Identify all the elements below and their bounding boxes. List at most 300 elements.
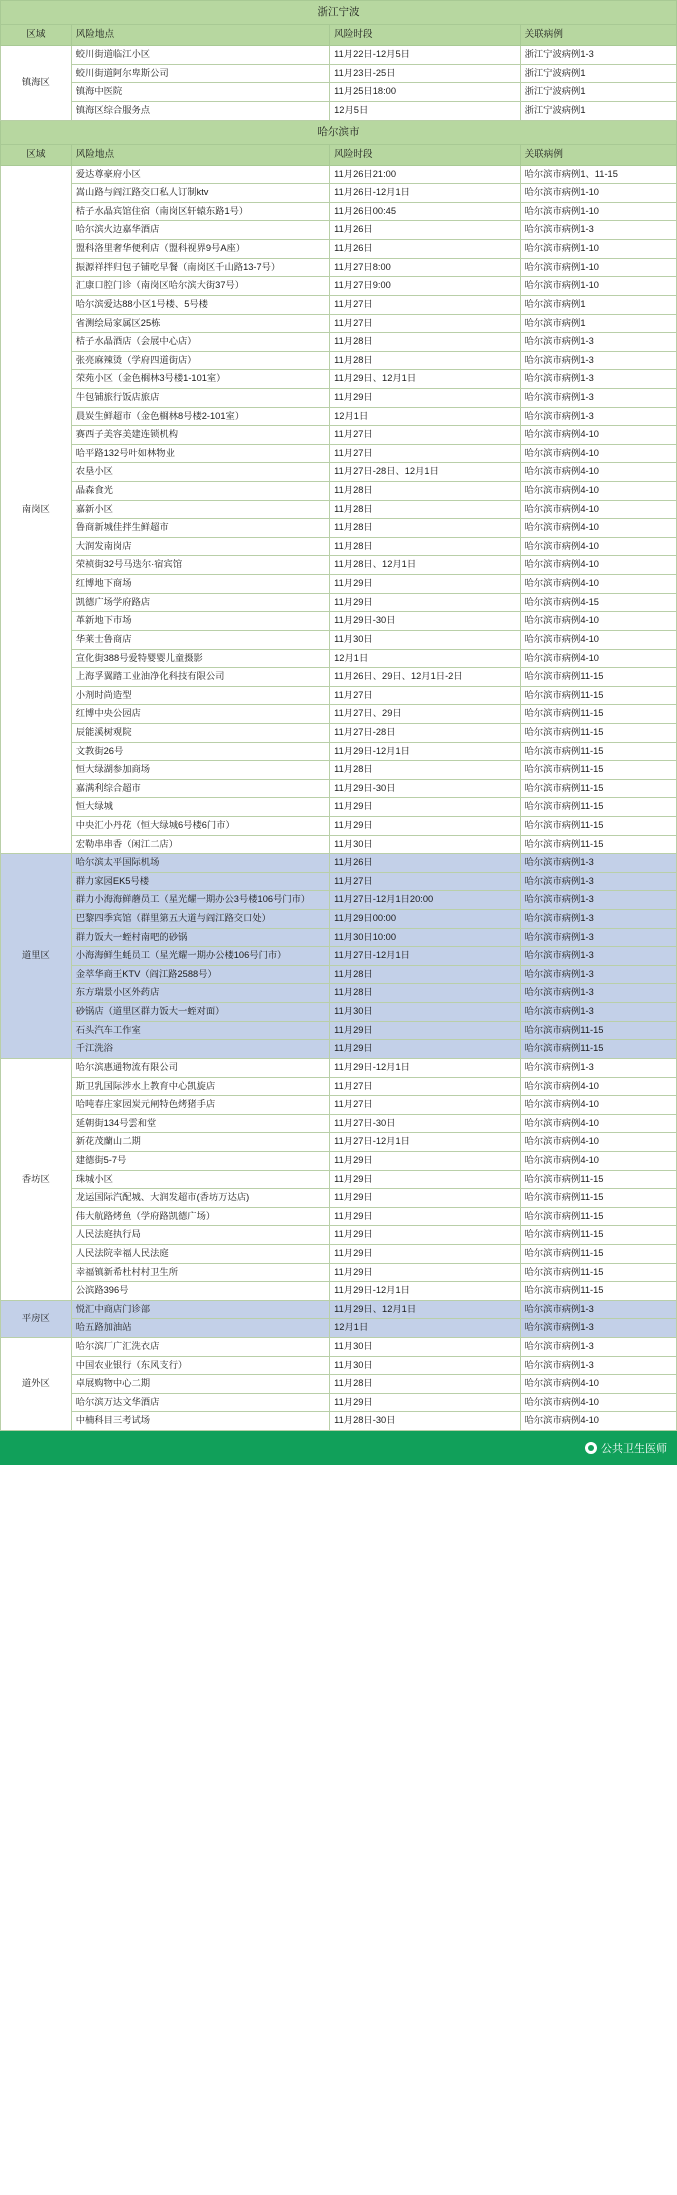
place-cell: 振源祥拌归包子铺吃早餐（南岗区千山路13-7号） (71, 258, 329, 277)
case-cell: 哈尔滨市病例1-3 (520, 1319, 676, 1338)
table-row (1, 835, 677, 854)
case-cell: 哈尔滨市病例4-10 (520, 1077, 676, 1096)
table-row (1, 1133, 677, 1152)
case-cell: 哈尔滨市病例11-15 (520, 668, 676, 687)
time-cell: 11月28日 (330, 984, 520, 1003)
table-row (1, 668, 677, 687)
place-cell: 巴黎四季宾馆（群里第五大道与阎江路交口处） (71, 910, 329, 929)
case-cell: 哈尔滨市病例4-10 (520, 612, 676, 631)
place-cell: 红博地下商场 (71, 575, 329, 594)
case-cell: 哈尔滨市病例4-10 (520, 1393, 676, 1412)
case-cell: 哈尔滨市病例4-10 (520, 444, 676, 463)
table-row (1, 1319, 677, 1338)
time-cell: 11月28日 (330, 537, 520, 556)
time-cell: 11月29日 (330, 1226, 520, 1245)
table-row (1, 46, 677, 65)
case-cell: 哈尔滨市病例4-10 (520, 1412, 676, 1431)
case-cell: 哈尔滨市病例11-15 (520, 742, 676, 761)
time-cell: 11月26日21:00 (330, 165, 520, 184)
time-cell: 11月27日 (330, 1096, 520, 1115)
time-cell: 11月28日 (330, 519, 520, 538)
place-cell: 伟大航路烤鱼（学府路凯德广场） (71, 1207, 329, 1226)
time-cell: 11月30日 (330, 630, 520, 649)
place-cell: 龙运国际汽配城、大润发超市(香坊万达店) (71, 1189, 329, 1208)
time-cell: 11月27日-12月1日 (330, 1133, 520, 1152)
table-row (1, 388, 677, 407)
table-row (1, 1151, 677, 1170)
table-row (1, 295, 677, 314)
time-cell: 11月28日 (330, 1375, 520, 1394)
case-cell: 哈尔滨市病例4-10 (520, 1151, 676, 1170)
table-row (1, 1245, 677, 1264)
time-cell: 11月30日 (330, 1356, 520, 1375)
table-row (1, 1375, 677, 1394)
time-cell: 11月26日 (330, 240, 520, 259)
place-cell: 人民法院幸福人民法庭 (71, 1245, 329, 1264)
time-cell: 11月27日 (330, 295, 520, 314)
table-row (1, 537, 677, 556)
table-row (1, 816, 677, 835)
time-cell: 11月30日 (330, 1338, 520, 1357)
table-row (1, 1096, 677, 1115)
column-header: 风险地点 (71, 144, 329, 165)
place-cell: 宣化街388号爱特婴婴儿童摄影 (71, 649, 329, 668)
table-row (1, 370, 677, 389)
case-cell: 哈尔滨市病例11-15 (520, 1170, 676, 1189)
case-cell: 哈尔滨市病例1-10 (520, 258, 676, 277)
place-cell: 华莱士鲁商店 (71, 630, 329, 649)
table-row (1, 910, 677, 929)
case-cell: 哈尔滨市病例1-3 (520, 965, 676, 984)
table-row (1, 1356, 677, 1375)
table-row (1, 1412, 677, 1431)
table-row (1, 1114, 677, 1133)
place-cell: 嘉新小区 (71, 500, 329, 519)
place-cell: 砂锅店（道里区群力饭大一蛭对面） (71, 1003, 329, 1022)
place-cell: 农垦小区 (71, 463, 329, 482)
place-cell: 哈尔滨火边嘉华酒店 (71, 221, 329, 240)
case-cell: 哈尔滨市病例1-3 (520, 221, 676, 240)
time-cell: 11月26日00:45 (330, 202, 520, 221)
case-cell: 哈尔滨市病例11-15 (520, 779, 676, 798)
place-cell: 大润发南岗店 (71, 537, 329, 556)
wechat-icon (585, 1442, 597, 1454)
place-cell: 蛟川街道阿尔卑斯公司 (71, 64, 329, 83)
table-row (1, 482, 677, 501)
table-row (1, 463, 677, 482)
time-cell: 11月26日 (330, 221, 520, 240)
table-row (1, 705, 677, 724)
case-cell: 哈尔滨市病例11-15 (520, 1040, 676, 1059)
case-cell: 哈尔滨市病例4-10 (520, 1133, 676, 1152)
table-row (1, 165, 677, 184)
case-cell: 哈尔滨市病例1-3 (520, 351, 676, 370)
place-cell: 盟科洛里奢华便利店（盟科视界9号A座） (71, 240, 329, 259)
table-row (1, 83, 677, 102)
place-cell: 珠城小区 (71, 1170, 329, 1189)
table-row (1, 333, 677, 352)
place-cell: 蛟川街道临江小区 (71, 46, 329, 65)
time-cell: 11月28日 (330, 965, 520, 984)
table-row (1, 1170, 677, 1189)
table-row (1, 1058, 677, 1077)
table-row (1, 854, 677, 873)
case-cell: 哈尔滨市病例11-15 (520, 723, 676, 742)
time-cell: 11月29日00:00 (330, 910, 520, 929)
place-cell: 哈尔滨厂广汇洗衣店 (71, 1338, 329, 1357)
table-row (1, 947, 677, 966)
table-row (1, 519, 677, 538)
table-row (1, 1338, 677, 1357)
case-cell: 哈尔滨市病例4-10 (520, 649, 676, 668)
table-row (1, 1226, 677, 1245)
time-cell: 11月29日 (330, 1189, 520, 1208)
case-cell: 哈尔滨市病例1-10 (520, 184, 676, 203)
place-cell: 荣苑小区（金色榈林3号楼1-101室） (71, 370, 329, 389)
table-row (1, 723, 677, 742)
region-cell: 镇海区 (1, 46, 72, 120)
time-cell: 11月26日 (330, 854, 520, 873)
case-cell: 哈尔滨市病例1-3 (520, 891, 676, 910)
case-cell: 哈尔滨市病例1-3 (520, 910, 676, 929)
case-cell: 哈尔滨市病例1-3 (520, 872, 676, 891)
time-cell: 12月5日 (330, 101, 520, 120)
place-cell: 哈尔滨惠通物流有限公司 (71, 1058, 329, 1077)
time-cell: 11月29日 (330, 1207, 520, 1226)
table-row (1, 649, 677, 668)
place-cell: 中楠科目三考试场 (71, 1412, 329, 1431)
place-cell: 上海孚翼踏工业油净化科技有限公司 (71, 668, 329, 687)
region-cell: 南岗区 (1, 165, 72, 854)
footer-bar (0, 1431, 677, 1465)
place-cell: 爱达尊豪府小区 (71, 165, 329, 184)
time-cell: 11月27日-12月1日20:00 (330, 891, 520, 910)
table-row (1, 407, 677, 426)
case-cell: 哈尔滨市病例11-15 (520, 816, 676, 835)
table-row (1, 1207, 677, 1226)
place-cell: 斯卫乳国际涉水上教育中心凯旋店 (71, 1077, 329, 1096)
place-cell: 文教街26号 (71, 742, 329, 761)
case-cell: 哈尔滨市病例4-10 (520, 575, 676, 594)
column-header: 区域 (1, 144, 72, 165)
table-row (1, 500, 677, 519)
case-cell: 哈尔滨市病例4-10 (520, 537, 676, 556)
time-cell: 11月28日-30日 (330, 1412, 520, 1431)
table-row (1, 1040, 677, 1059)
place-cell: 幸福镇新希杜村村卫生所 (71, 1263, 329, 1282)
time-cell: 11月27日、29日 (330, 705, 520, 724)
time-cell: 11月29日-12月1日 (330, 1282, 520, 1301)
case-cell: 哈尔滨市病例1-3 (520, 854, 676, 873)
place-cell: 镇海区综合服务点 (71, 101, 329, 120)
column-header: 关联病例 (520, 144, 676, 165)
time-cell: 11月29日 (330, 1263, 520, 1282)
column-header-row (1, 25, 677, 46)
place-cell: 嵩山路与阎江路交口私人订制ktv (71, 184, 329, 203)
time-cell: 11月29日 (330, 1245, 520, 1264)
time-cell: 11月27日 (330, 314, 520, 333)
place-cell: 建德街5-7号 (71, 1151, 329, 1170)
time-cell: 11月27日-28日、12月1日 (330, 463, 520, 482)
place-cell: 汇康口腔门诊（南岗区哈尔滨大街37号） (71, 277, 329, 296)
table-row (1, 101, 677, 120)
case-cell: 哈尔滨市病例1-3 (520, 388, 676, 407)
case-cell: 哈尔滨市病例4-10 (520, 482, 676, 501)
time-cell: 12月1日 (330, 407, 520, 426)
case-cell: 哈尔滨市病例11-15 (520, 835, 676, 854)
case-cell: 哈尔滨市病例11-15 (520, 1189, 676, 1208)
time-cell: 11月22日-12月5日 (330, 46, 520, 65)
case-cell: 哈尔滨市病例4-10 (520, 1375, 676, 1394)
time-cell: 11月27日9:00 (330, 277, 520, 296)
table-row (1, 221, 677, 240)
region-cell: 道里区 (1, 854, 72, 1059)
case-cell: 哈尔滨市病例1-3 (520, 1338, 676, 1357)
place-cell: 卓展购物中心二期 (71, 1375, 329, 1394)
place-cell: 镇海中医院 (71, 83, 329, 102)
table-row (1, 1003, 677, 1022)
case-cell: 哈尔滨市病例1-3 (520, 1300, 676, 1319)
place-cell: 桔子水晶宾馆住宿（南岗区轩辕东路1号） (71, 202, 329, 221)
time-cell: 11月27日-30日 (330, 1114, 520, 1133)
time-cell: 11月29日-12月1日 (330, 742, 520, 761)
time-cell: 11月30日 (330, 1003, 520, 1022)
time-cell: 11月29日 (330, 1393, 520, 1412)
place-cell: 金萃华商王KTV（阎江路2588号） (71, 965, 329, 984)
case-cell: 哈尔滨市病例11-15 (520, 686, 676, 705)
case-cell: 哈尔滨市病例4-10 (520, 1114, 676, 1133)
case-cell: 哈尔滨市病例1-10 (520, 240, 676, 259)
table-row (1, 798, 677, 817)
case-cell: 哈尔滨市病例4-10 (520, 630, 676, 649)
place-cell: 东方瑞景小区外药店 (71, 984, 329, 1003)
time-cell: 11月27日8:00 (330, 258, 520, 277)
case-cell: 哈尔滨市病例4-15 (520, 593, 676, 612)
table-row (1, 1300, 677, 1319)
place-cell: 恒大绿城 (71, 798, 329, 817)
time-cell: 11月28日 (330, 351, 520, 370)
table-row (1, 64, 677, 83)
case-cell: 哈尔滨市病例1-3 (520, 947, 676, 966)
case-cell: 哈尔滨市病例1-3 (520, 984, 676, 1003)
table-row (1, 872, 677, 891)
table-row (1, 556, 677, 575)
table-row (1, 1263, 677, 1282)
time-cell: 11月27日-12月1日 (330, 947, 520, 966)
place-cell: 小剂时尚造型 (71, 686, 329, 705)
place-cell: 牛包铺旅行饭店旅店 (71, 388, 329, 407)
table-row (1, 184, 677, 203)
case-cell: 哈尔滨市病例11-15 (520, 1245, 676, 1264)
place-cell: 晨炭生鲜超市（金色榈林8号楼2-101室） (71, 407, 329, 426)
place-cell: 千江洗浴 (71, 1040, 329, 1059)
case-cell: 哈尔滨市病例11-15 (520, 1282, 676, 1301)
place-cell: 人民法庭执行局 (71, 1226, 329, 1245)
region-cell: 香坊区 (1, 1058, 72, 1300)
time-cell: 11月29日 (330, 1151, 520, 1170)
table-row (1, 891, 677, 910)
table-row (1, 426, 677, 445)
case-cell: 哈尔滨市病例11-15 (520, 705, 676, 724)
place-cell: 革新地下市场 (71, 612, 329, 631)
case-cell: 哈尔滨市病例4-10 (520, 1096, 676, 1115)
table-row (1, 965, 677, 984)
case-cell: 哈尔滨市病例4-10 (520, 463, 676, 482)
time-cell: 11月28日 (330, 333, 520, 352)
table-row (1, 1282, 677, 1301)
column-header: 风险时段 (330, 25, 520, 46)
case-cell: 哈尔滨市病例1-10 (520, 277, 676, 296)
time-cell: 11月28日、12月1日 (330, 556, 520, 575)
place-cell: 哈尔滨太平国际机场 (71, 854, 329, 873)
time-cell: 11月29日、12月1日 (330, 370, 520, 389)
case-cell: 哈尔滨市病例1-3 (520, 1356, 676, 1375)
table-row (1, 984, 677, 1003)
table-row (1, 314, 677, 333)
place-cell: 恒大绿湖参加商场 (71, 761, 329, 780)
city-name: 哈尔滨市 (1, 120, 677, 144)
case-cell: 浙江宁波病例1 (520, 83, 676, 102)
column-header: 风险地点 (71, 25, 329, 46)
time-cell: 11月28日 (330, 482, 520, 501)
watermark-label: 公共卫生医师 (601, 1443, 667, 1456)
place-cell: 桔子水晶酒店（会展中心店） (71, 333, 329, 352)
place-cell: 辰能溪树观院 (71, 723, 329, 742)
watermark (585, 1440, 667, 1456)
case-cell: 哈尔滨市病例1-3 (520, 1058, 676, 1077)
region-cell: 道外区 (1, 1338, 72, 1431)
place-cell: 哈尔滨万达文华酒店 (71, 1393, 329, 1412)
place-cell: 哈平路132号叶如林物业 (71, 444, 329, 463)
place-cell: 凯德广场学府路店 (71, 593, 329, 612)
place-cell: 哈尔滨爱达88小区1号楼、5号楼 (71, 295, 329, 314)
time-cell: 11月30日 (330, 835, 520, 854)
time-cell: 12月1日 (330, 1319, 520, 1338)
place-cell: 群力饭大一蛭村南吧的砂锅 (71, 928, 329, 947)
column-header: 区域 (1, 25, 72, 46)
time-cell: 11月28日 (330, 500, 520, 519)
table-row (1, 444, 677, 463)
table-row (1, 202, 677, 221)
place-cell: 中国农业银行（东风支行） (71, 1356, 329, 1375)
case-cell: 哈尔滨市病例11-15 (520, 1207, 676, 1226)
place-cell: 公滨路396号 (71, 1282, 329, 1301)
table-row (1, 630, 677, 649)
place-cell: 赛西子美容美建连锁机构 (71, 426, 329, 445)
case-cell: 哈尔滨市病例1 (520, 295, 676, 314)
time-cell: 11月27日-28日 (330, 723, 520, 742)
case-cell: 哈尔滨市病例1-3 (520, 333, 676, 352)
time-cell: 11月30日10:00 (330, 928, 520, 947)
place-cell: 红博中央公园店 (71, 705, 329, 724)
case-cell: 哈尔滨市病例4-10 (520, 426, 676, 445)
place-cell: 荣祯街32号马迭尔·宿宾馆 (71, 556, 329, 575)
place-cell: 哈五路加油站 (71, 1319, 329, 1338)
case-cell: 哈尔滨市病例1-10 (520, 202, 676, 221)
case-cell: 哈尔滨市病例11-15 (520, 1263, 676, 1282)
table-row (1, 258, 677, 277)
case-cell: 哈尔滨市病例4-10 (520, 500, 676, 519)
case-cell: 哈尔滨市病例11-15 (520, 761, 676, 780)
time-cell: 11月25日18:00 (330, 83, 520, 102)
table-row (1, 1189, 677, 1208)
time-cell: 12月1日 (330, 649, 520, 668)
time-cell: 11月27日 (330, 444, 520, 463)
column-header: 关联病例 (520, 25, 676, 46)
time-cell: 11月29日-30日 (330, 779, 520, 798)
time-cell: 11月27日 (330, 686, 520, 705)
table-row (1, 277, 677, 296)
time-cell: 11月29日 (330, 593, 520, 612)
table-row (1, 612, 677, 631)
column-header-row (1, 144, 677, 165)
time-cell: 11月29日-30日 (330, 612, 520, 631)
case-cell: 哈尔滨市病例1-3 (520, 928, 676, 947)
table-row (1, 351, 677, 370)
case-cell: 浙江宁波病例1 (520, 101, 676, 120)
case-cell: 哈尔滨市病例1-3 (520, 1003, 676, 1022)
table-row (1, 593, 677, 612)
time-cell: 11月27日 (330, 872, 520, 891)
table-row (1, 575, 677, 594)
time-cell: 11月27日 (330, 1077, 520, 1096)
place-cell: 鲁商新城佳拌生鲜超市 (71, 519, 329, 538)
place-cell: 悦汇中商店门诊部 (71, 1300, 329, 1319)
region-cell: 平房区 (1, 1300, 72, 1337)
table-row (1, 686, 677, 705)
time-cell: 11月29日 (330, 1021, 520, 1040)
time-cell: 11月28日 (330, 761, 520, 780)
case-cell: 哈尔滨市病例11-15 (520, 1226, 676, 1245)
table-row (1, 761, 677, 780)
city-banner-row (1, 120, 677, 144)
place-cell: 哈吨春庄家园炭元闸特色烤猪手店 (71, 1096, 329, 1115)
time-cell: 11月29日 (330, 388, 520, 407)
place-cell: 中央汇小丹花（恒大绿城6号楼6门市） (71, 816, 329, 835)
case-cell: 哈尔滨市病例1、11-15 (520, 165, 676, 184)
case-cell: 哈尔滨市病例11-15 (520, 798, 676, 817)
case-cell: 哈尔滨市病例11-15 (520, 1021, 676, 1040)
table-row (1, 1021, 677, 1040)
case-cell: 哈尔滨市病例4-10 (520, 519, 676, 538)
time-cell: 11月26日-12月1日 (330, 184, 520, 203)
city-banner-row (1, 1, 677, 25)
table-row (1, 240, 677, 259)
table-row (1, 779, 677, 798)
place-cell: 宏勒串串香（闲江二店） (71, 835, 329, 854)
place-cell: 延朝街134号雲和堂 (71, 1114, 329, 1133)
time-cell: 11月29日-12月1日 (330, 1058, 520, 1077)
place-cell: 晶森食光 (71, 482, 329, 501)
place-cell: 小海海鲜生蚝员工（星光耀一期办公楼106号门市） (71, 947, 329, 966)
time-cell: 11月23日-25日 (330, 64, 520, 83)
time-cell: 11月29日 (330, 816, 520, 835)
case-cell: 哈尔滨市病例1-3 (520, 370, 676, 389)
case-cell: 浙江宁波病例1-3 (520, 46, 676, 65)
case-cell: 浙江宁波病例1 (520, 64, 676, 83)
case-cell: 哈尔滨市病例1-3 (520, 407, 676, 426)
place-cell: 群力家园EK5号楼 (71, 872, 329, 891)
table-row (1, 1393, 677, 1412)
time-cell: 11月26日、29日、12月1日-2日 (330, 668, 520, 687)
table-row (1, 1077, 677, 1096)
time-cell: 11月29日、12月1日 (330, 1300, 520, 1319)
place-cell: 新花茂蘭山二期 (71, 1133, 329, 1152)
time-cell: 11月29日 (330, 1170, 520, 1189)
table-body (1, 1, 677, 1431)
time-cell: 11月29日 (330, 575, 520, 594)
time-cell: 11月29日 (330, 798, 520, 817)
